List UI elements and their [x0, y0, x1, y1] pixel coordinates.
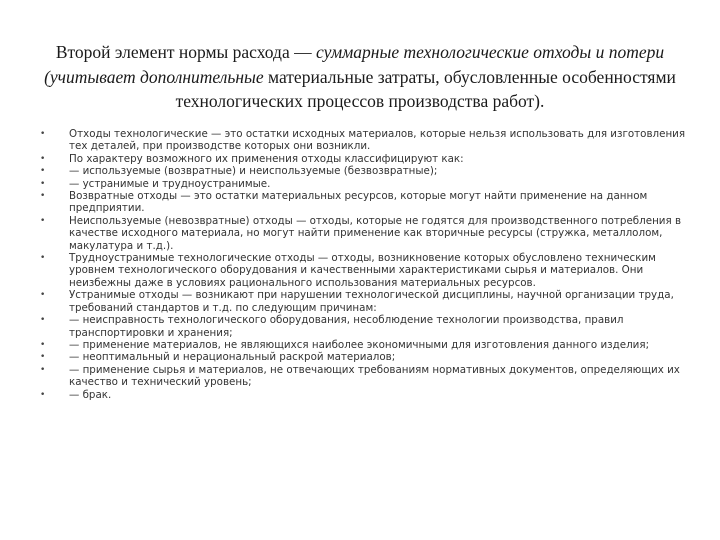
list-item: • По характеру возможного их применения отходы классифицируют как:: [40, 153, 692, 165]
list-item: • Трудноустранимые технологические отходы — отходы, возникновение которых обусловлено техническим уровнем технологического оборудования и качественными характеристиками сырья и материалов. Они неизбежны даже в условиях рационального использования материальных ресурсов.: [40, 252, 692, 289]
slide-title: [30, 40, 690, 114]
list-item: • Отходы технологические — это остатки исходных материалов, которые нельзя использовать для изготовления тех деталей, при производстве которых они возникли.: [40, 128, 692, 153]
title-text-regular: Второй элемент нормы расхода —: [55, 42, 316, 62]
list-item: • — неоптимальный и нерациональный раскрой материалов;: [40, 351, 692, 363]
title-text-regular-end: материальные затраты, обусловленные особенностями технологических процессов производства работ).: [175, 66, 676, 111]
list-item: • — применение материалов, не являющихся наиболее экономичными для изготовления данного изделия;: [40, 339, 692, 351]
list-item: • — используемые (возвратные) и неиспользуемые (безвозвратные);: [40, 165, 692, 177]
list-item: • — применение сырья и материалов, не отвечающих требованиям нормативных документов, определяющих их качество и технический уровень;: [40, 364, 692, 389]
list-item: • — устранимые и трудноустранимые.: [40, 178, 692, 190]
list-item: • — неисправность технологического оборудования, несоблюдение технологии производства, правил транспортировки и хранения;: [40, 314, 692, 339]
bullet-list: [40, 128, 692, 401]
title-text-italic: суммарные технологические отходы и потери (учитывает дополнительные: [44, 42, 665, 87]
list-item: • Неиспользуемые (невозвратные) отходы — отходы, которые не годятся для производственного потребления в качестве исходного материала, но могут найти применение как вторичные ресурсы (стружка, металлолом, макулатура и т.д.).: [40, 215, 692, 252]
list-item: • Возвратные отходы — это остатки материальных ресурсов, которые могут найти применение на данном предприятии.: [40, 190, 692, 215]
list-item: • — брак.: [40, 389, 692, 401]
list-item: • Устранимые отходы — возникают при нарушении технологической дисциплины, научной организации труда, требований стандартов и т.д. по следующим причинам:: [40, 289, 692, 314]
